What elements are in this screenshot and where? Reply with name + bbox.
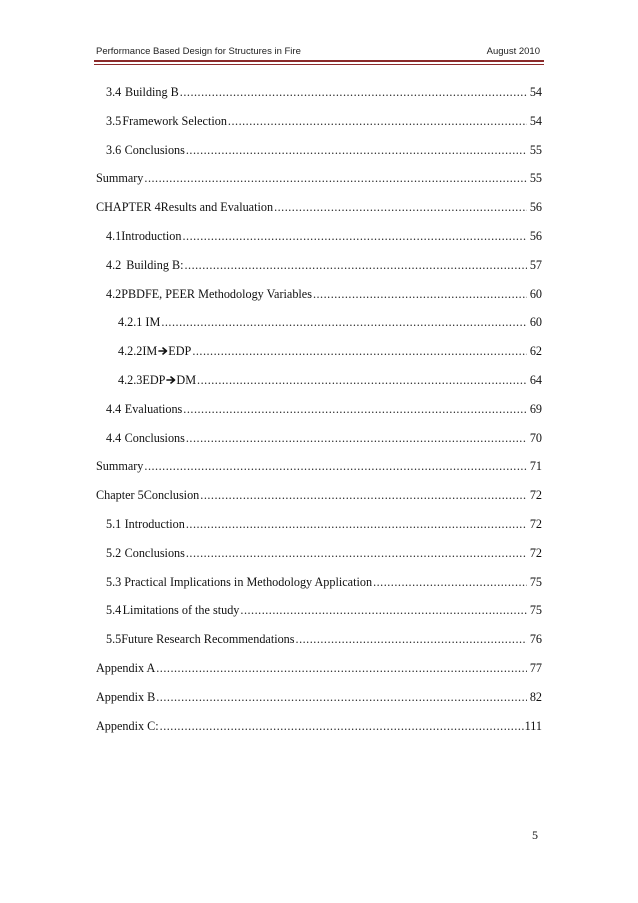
toc-entry-number: 5.1 (106, 516, 122, 531)
toc-entry (96, 372, 542, 401)
toc-entry-title: Conclusions (124, 430, 185, 445)
header-rule-thin (94, 64, 544, 65)
toc-entry-title: Building B: (126, 257, 184, 272)
toc-entry-number: 3.4 (106, 85, 122, 99)
toc-entry-title: Framework Selection (122, 113, 227, 128)
toc-entry (96, 170, 542, 199)
toc-entry-title: Appendix B (96, 689, 156, 704)
toc-entry-title-part: EDP (168, 344, 192, 359)
dot-leader (156, 660, 527, 676)
toc-entry-title (142, 372, 196, 388)
table-of-contents (96, 84, 542, 746)
toc-entry (96, 401, 542, 430)
toc-entry-number: CHAPTER 4 (96, 200, 161, 215)
toc-entry-title: Building B (124, 85, 179, 99)
toc-entry-title (142, 343, 191, 359)
toc-entry-number: 3.6 (106, 142, 122, 157)
toc-entry-page: 56 (529, 228, 542, 243)
toc-entry-title: Future Research Recommendations (121, 632, 295, 647)
dot-leader (274, 199, 527, 215)
dot-leader (228, 113, 527, 129)
toc-entry (96, 113, 542, 142)
toc-entry-title: Evaluations (124, 401, 183, 416)
toc-entry-number: 3.5 (106, 113, 122, 128)
toc-entry-number: 5.5 (106, 632, 122, 647)
header-document-title: Performance Based Design for Structures in Fire (96, 46, 301, 57)
toc-entry-number: 4.2.2 (118, 344, 143, 359)
toc-entry-title: Appendix C: (96, 718, 159, 733)
dot-leader (182, 228, 527, 244)
toc-entry-page: 54 (529, 113, 542, 128)
arrow-separator (157, 344, 168, 358)
toc-entry-number: 4.2 (106, 257, 122, 272)
toc-entry-page: 72 (529, 488, 542, 503)
toc-entry (96, 343, 542, 372)
dot-leader (200, 487, 527, 503)
dot-leader (240, 602, 527, 618)
toc-entry-page: 62 (529, 344, 542, 359)
dot-leader (144, 458, 527, 474)
toc-entry-page: 72 (529, 545, 542, 560)
arrow-separator (165, 373, 176, 387)
toc-entry (96, 314, 542, 343)
dot-leader (184, 257, 527, 273)
page-header (94, 42, 544, 62)
dot-leader (197, 372, 527, 388)
dot-leader (144, 170, 527, 186)
toc-entry-page: 64 (529, 372, 542, 387)
dot-leader (192, 343, 527, 359)
toc-entry-title-part: DM (176, 372, 197, 387)
toc-entry-page: 69 (529, 401, 542, 416)
right-arrow-icon (158, 346, 168, 356)
toc-entry (96, 689, 542, 718)
toc-entry-title: 4.2PBDFE, PEER Methodology Variables (106, 286, 312, 301)
toc-entry-title: Appendix A (96, 660, 156, 675)
toc-entry (96, 286, 542, 315)
toc-entry-page: 77 (529, 660, 542, 675)
toc-entry-number: 4.4 (106, 401, 122, 416)
right-arrow-icon (166, 375, 176, 385)
toc-entry-page: 82 (529, 689, 542, 704)
toc-entry (96, 257, 542, 286)
toc-entry (96, 430, 542, 459)
toc-entry-page: 54 (529, 85, 542, 99)
dot-leader (186, 430, 527, 446)
toc-entry-title: 5.3 Practical Implications in Methodology Application (106, 574, 373, 589)
dot-leader (183, 401, 527, 417)
toc-entry-page: 55 (529, 171, 542, 186)
toc-entry-page: 76 (529, 632, 542, 647)
toc-entry-page: 60 (529, 315, 542, 330)
toc-entry (96, 84, 542, 113)
toc-entry (96, 631, 542, 660)
toc-entry-page: 75 (529, 574, 542, 589)
page-number: 5 (532, 828, 538, 842)
toc-entry-title: Conclusions (124, 545, 185, 560)
toc-entry-number: 5.4 (106, 603, 122, 618)
toc-entry-title: Limitations of the study (122, 603, 240, 618)
toc-entry-title: Summary (96, 459, 144, 474)
toc-entry-title: Summary (96, 171, 144, 186)
toc-entry-title: 4.1Introduction (106, 228, 182, 243)
toc-entry-title-part: IM (142, 344, 158, 359)
toc-entry-page: 55 (529, 142, 542, 157)
toc-entry-page: 75 (529, 603, 542, 618)
header-rule-thick (94, 60, 544, 62)
toc-entry (96, 660, 542, 689)
toc-entry-title-part: EDP (142, 372, 166, 387)
dot-leader (160, 718, 524, 734)
toc-entry-title: Introduction (124, 516, 185, 531)
toc-entry-title: Conclusions (124, 142, 185, 157)
toc-entry (96, 516, 542, 545)
dot-leader (180, 84, 527, 100)
dot-leader (373, 574, 527, 590)
toc-entry-page: 70 (529, 430, 542, 445)
dot-leader (161, 314, 527, 330)
toc-entry-page: 111 (524, 718, 542, 733)
toc-entry (96, 142, 542, 171)
toc-entry-number: Chapter 5 (96, 488, 144, 503)
toc-entry-page: 57 (529, 257, 542, 272)
toc-entry (96, 545, 542, 574)
toc-entry-number: 4.4 (106, 430, 122, 445)
dot-leader (186, 142, 527, 158)
toc-entry (96, 199, 542, 228)
header-date: August 2010 (486, 46, 540, 57)
dot-leader (313, 286, 527, 302)
dot-leader (296, 631, 527, 647)
dot-leader (156, 689, 527, 705)
toc-entry-title: Conclusion (143, 488, 200, 503)
dot-leader (186, 545, 527, 561)
toc-entry (96, 487, 542, 516)
toc-entry-page: 72 (529, 516, 542, 531)
toc-entry-title: 4.2.1 IM (118, 315, 161, 330)
toc-entry-page: 60 (529, 286, 542, 301)
toc-entry (96, 574, 542, 603)
toc-entry-page: 71 (529, 459, 542, 474)
toc-entry (96, 458, 542, 487)
toc-entry (96, 718, 542, 747)
toc-entry-title: Results and Evaluation (160, 200, 274, 215)
toc-entry (96, 228, 542, 257)
dot-leader (186, 516, 527, 532)
toc-entry (96, 602, 542, 631)
toc-entry-number: 4.2.3 (118, 372, 143, 387)
toc-entry-page: 56 (529, 200, 542, 215)
toc-entry-number: 5.2 (106, 545, 122, 560)
